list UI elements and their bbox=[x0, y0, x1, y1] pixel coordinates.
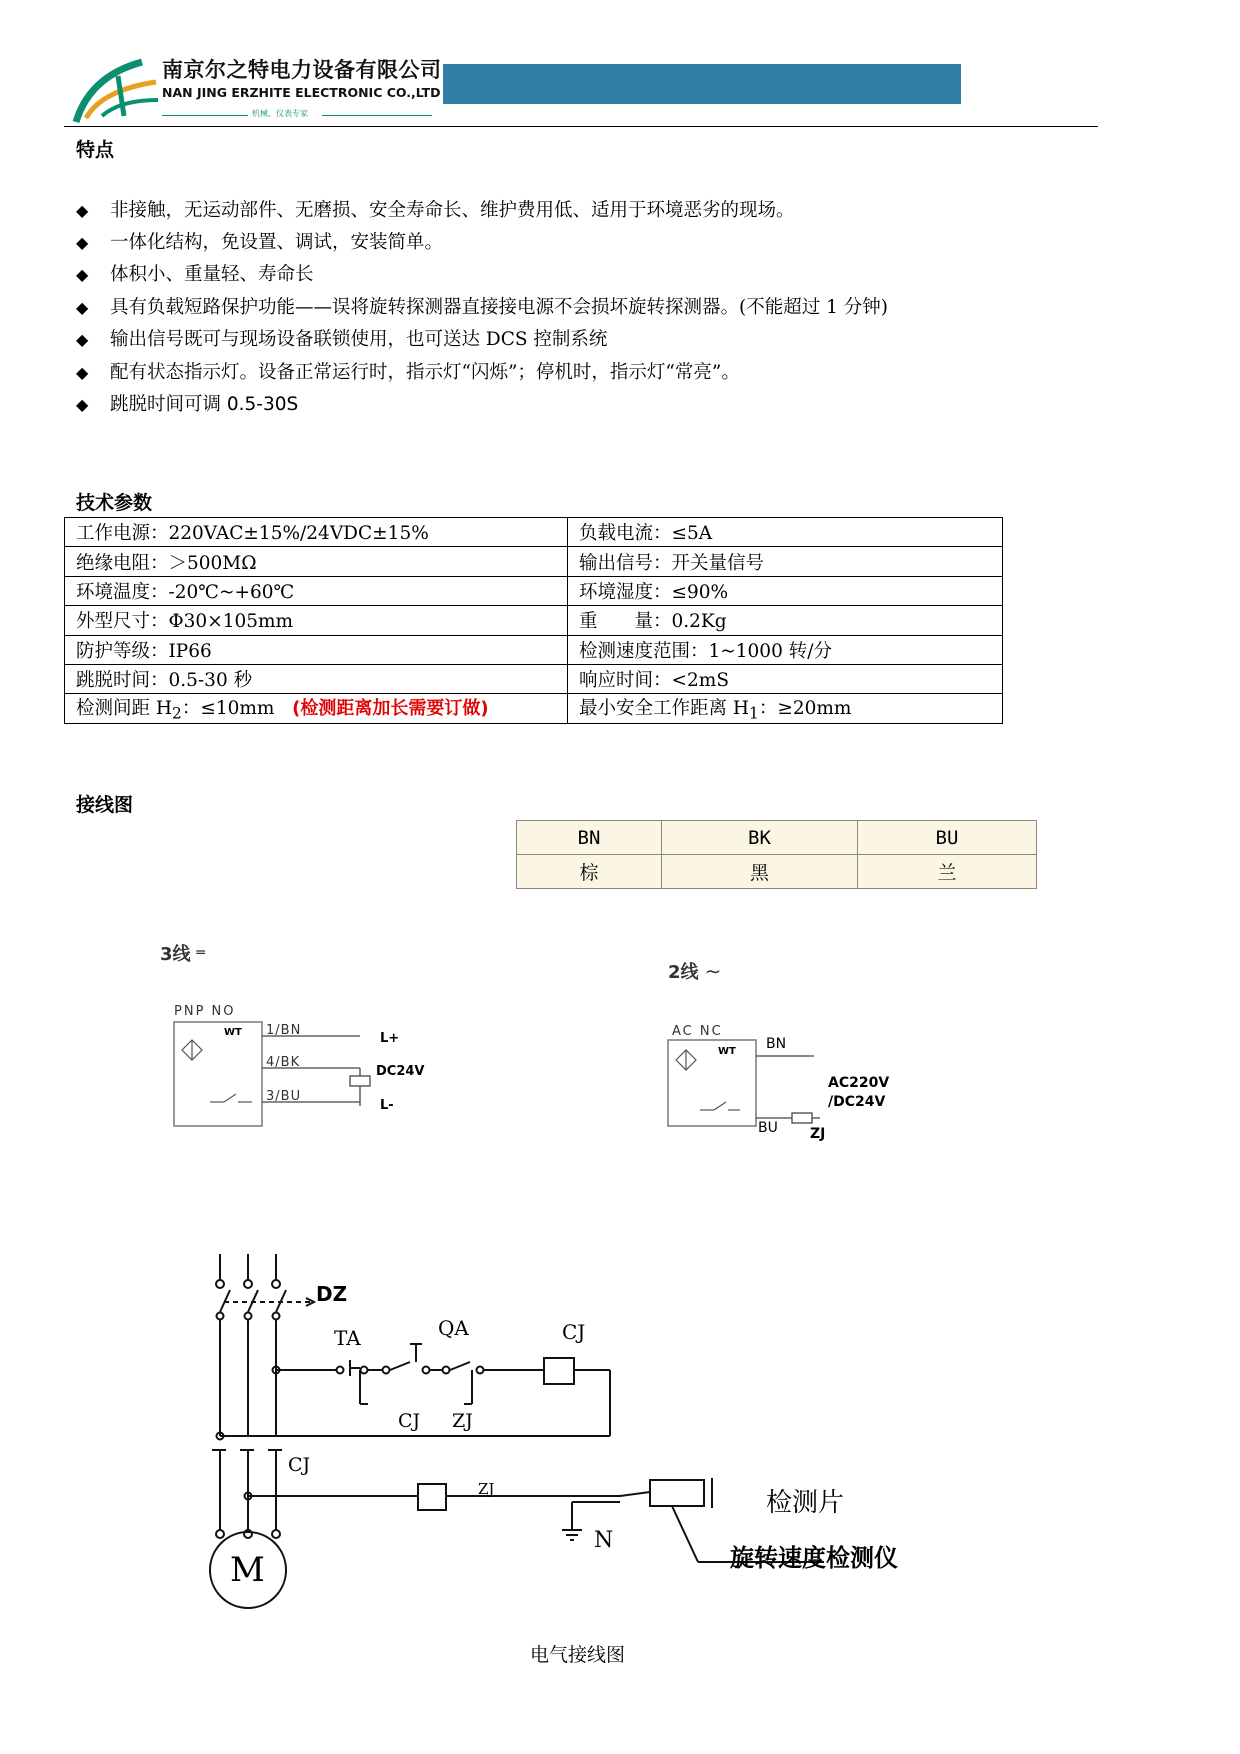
spec-cell-min-distance: 最小安全工作距离 $H_1$：≥20mm bbox=[568, 694, 1003, 724]
two-wire-title: 2线 ∼ bbox=[668, 959, 722, 983]
wire-label: 3/BU bbox=[266, 1089, 302, 1104]
wire-code: BK bbox=[662, 821, 858, 855]
spec-cell: 跳脱时间：0.5-30 秒 bbox=[65, 664, 568, 693]
detector-label: 旋转速度检测仪 bbox=[730, 1543, 898, 1572]
features-title: 特点 bbox=[76, 139, 115, 161]
table-row bbox=[65, 518, 1003, 547]
diagram-caption: 电气接线图 bbox=[530, 1644, 626, 1666]
specs-title: 技术参数 bbox=[76, 492, 153, 514]
spec-cell: 绝缘电阻：＞500MΩ bbox=[65, 547, 568, 576]
company-logo bbox=[72, 56, 160, 126]
header-banner bbox=[443, 64, 961, 104]
diamond-bullet-icon: ◆ bbox=[76, 298, 89, 317]
cj-main-label: CJ bbox=[288, 1454, 311, 1476]
bn-label: BN bbox=[766, 1036, 787, 1052]
feature-item: ◆ 具有负载短路保护功能——误将旋转探测器直接接电源不会损坏旋转探测器。(不能超过 1 分钟) bbox=[76, 297, 888, 318]
spec-cell: 防护等级：IP66 bbox=[65, 635, 568, 664]
ta-label: TA bbox=[334, 1326, 361, 1350]
cj-coil-label: CJ bbox=[562, 1320, 586, 1344]
spec-cell: 环境湿度：≤90% bbox=[568, 576, 1003, 605]
zj-label: ZJ bbox=[810, 1126, 826, 1142]
plate-label: 检测片 bbox=[766, 1488, 845, 1518]
diamond-bullet-icon: ◆ bbox=[76, 233, 89, 252]
wire-color-name: 棕 bbox=[517, 855, 662, 889]
lminus-label: L- bbox=[380, 1098, 394, 1113]
feature-item: ◆ 输出信号既可与现场设备联锁使用，也可送达 DCS 控制系统 bbox=[76, 329, 608, 350]
wire-color-name: 黑 bbox=[662, 855, 858, 889]
company-name-en: NAN JING ERZHITE ELECTRONIC CO.,LTD bbox=[162, 85, 441, 100]
wt-label: WT bbox=[718, 1046, 736, 1057]
two-wire-type: AC NC bbox=[672, 1024, 723, 1039]
dz-label: DZ bbox=[316, 1282, 348, 1306]
wire-label: 4/BK bbox=[266, 1055, 301, 1070]
slogan-rule bbox=[162, 115, 248, 116]
n-label: N bbox=[594, 1528, 614, 1553]
spec-cell: 环境温度：-20℃~+60℃ bbox=[65, 576, 568, 605]
bu-label: BU bbox=[758, 1120, 778, 1136]
spec-cell: 外型尺寸：Φ30×105mm bbox=[65, 606, 568, 635]
qa-label: QA bbox=[438, 1316, 469, 1340]
lplus-label: L+ bbox=[380, 1031, 400, 1046]
table-row bbox=[65, 576, 1003, 605]
diamond-bullet-icon: ◆ bbox=[76, 395, 89, 414]
wire-code: BN bbox=[517, 821, 662, 855]
dc-symbol-icon: ═ bbox=[196, 945, 205, 961]
cj-contact-label: CJ bbox=[398, 1410, 421, 1432]
spec-cell: 重 量：0.2Kg bbox=[568, 606, 1003, 635]
feature-item: ◆ 跳脱时间可调 0.5-30S bbox=[76, 394, 299, 415]
wire-color-name: 兰 bbox=[858, 855, 1037, 889]
custom-order-note: (检测距离加长需要订做) bbox=[292, 698, 489, 720]
spec-table bbox=[64, 517, 1003, 724]
slogan-rule bbox=[322, 115, 432, 116]
ac-symbol-icon: ∼ bbox=[704, 959, 722, 983]
table-row bbox=[65, 694, 1003, 724]
table-row bbox=[65, 635, 1003, 664]
ac220v-label: AC220V bbox=[828, 1075, 890, 1091]
spec-cell: 响应时间：<2mS bbox=[568, 664, 1003, 693]
diamond-bullet-icon: ◆ bbox=[76, 363, 89, 382]
three-wire-title: 3线 ═ bbox=[160, 944, 205, 965]
wire-code: BU bbox=[858, 821, 1037, 855]
spec-cell: 输出信号：开关量信号 bbox=[568, 547, 1003, 576]
wire-color-table bbox=[516, 820, 1037, 889]
spec-cell: 检测速度范围：1~1000 转/分 bbox=[568, 635, 1003, 664]
zj-coil-label: ZJ bbox=[478, 1480, 495, 1498]
spec-cell-distance: 检测间距 $H_2$：≤10mm (检测距离加长需要订做) bbox=[65, 694, 568, 724]
header-divider bbox=[64, 126, 1098, 127]
spec-cell: 负载电流：≤5A bbox=[568, 518, 1003, 547]
feature-item: ◆ 体积小、重量轻、寿命长 bbox=[76, 264, 314, 285]
feature-item: ◆ 配有状态指示灯。设备正常运行时，指示灯“闪烁”；停机时，指示灯“常亮”。 bbox=[76, 362, 740, 383]
diamond-bullet-icon: ◆ bbox=[76, 201, 89, 220]
dc24v-label: /DC24V bbox=[828, 1094, 886, 1110]
feature-item: ◆ 一体化结构，免设置、调试，安装简单。 bbox=[76, 232, 444, 253]
zj-contact-label: ZJ bbox=[452, 1410, 473, 1432]
wiring-title: 接线图 bbox=[76, 794, 134, 816]
table-row bbox=[65, 547, 1003, 576]
diamond-bullet-icon: ◆ bbox=[76, 265, 89, 284]
three-wire-type: PNP NO bbox=[174, 1004, 236, 1019]
diamond-bullet-icon: ◆ bbox=[76, 330, 89, 349]
table-row bbox=[517, 855, 1037, 889]
table-row bbox=[517, 821, 1037, 855]
table-row bbox=[65, 664, 1003, 693]
company-name-cn: 南京尔之特电力设备有限公司 bbox=[162, 58, 442, 82]
motor-label: M bbox=[230, 1550, 265, 1590]
wt-label: WT bbox=[224, 1027, 242, 1038]
wire-label: 1/BN bbox=[266, 1023, 302, 1038]
dc24v-label: DC24V bbox=[376, 1064, 425, 1079]
company-slogan: 机械、仪表专家 bbox=[252, 109, 308, 118]
table-row bbox=[65, 606, 1003, 635]
feature-item: ◆ 非接触，无运动部件、无磨损、安全寿命长、维护费用低、适用于环境恶劣的现场。 bbox=[76, 200, 795, 221]
spec-cell: 工作电源：220VAC±15%/24VDC±15% bbox=[65, 518, 568, 547]
